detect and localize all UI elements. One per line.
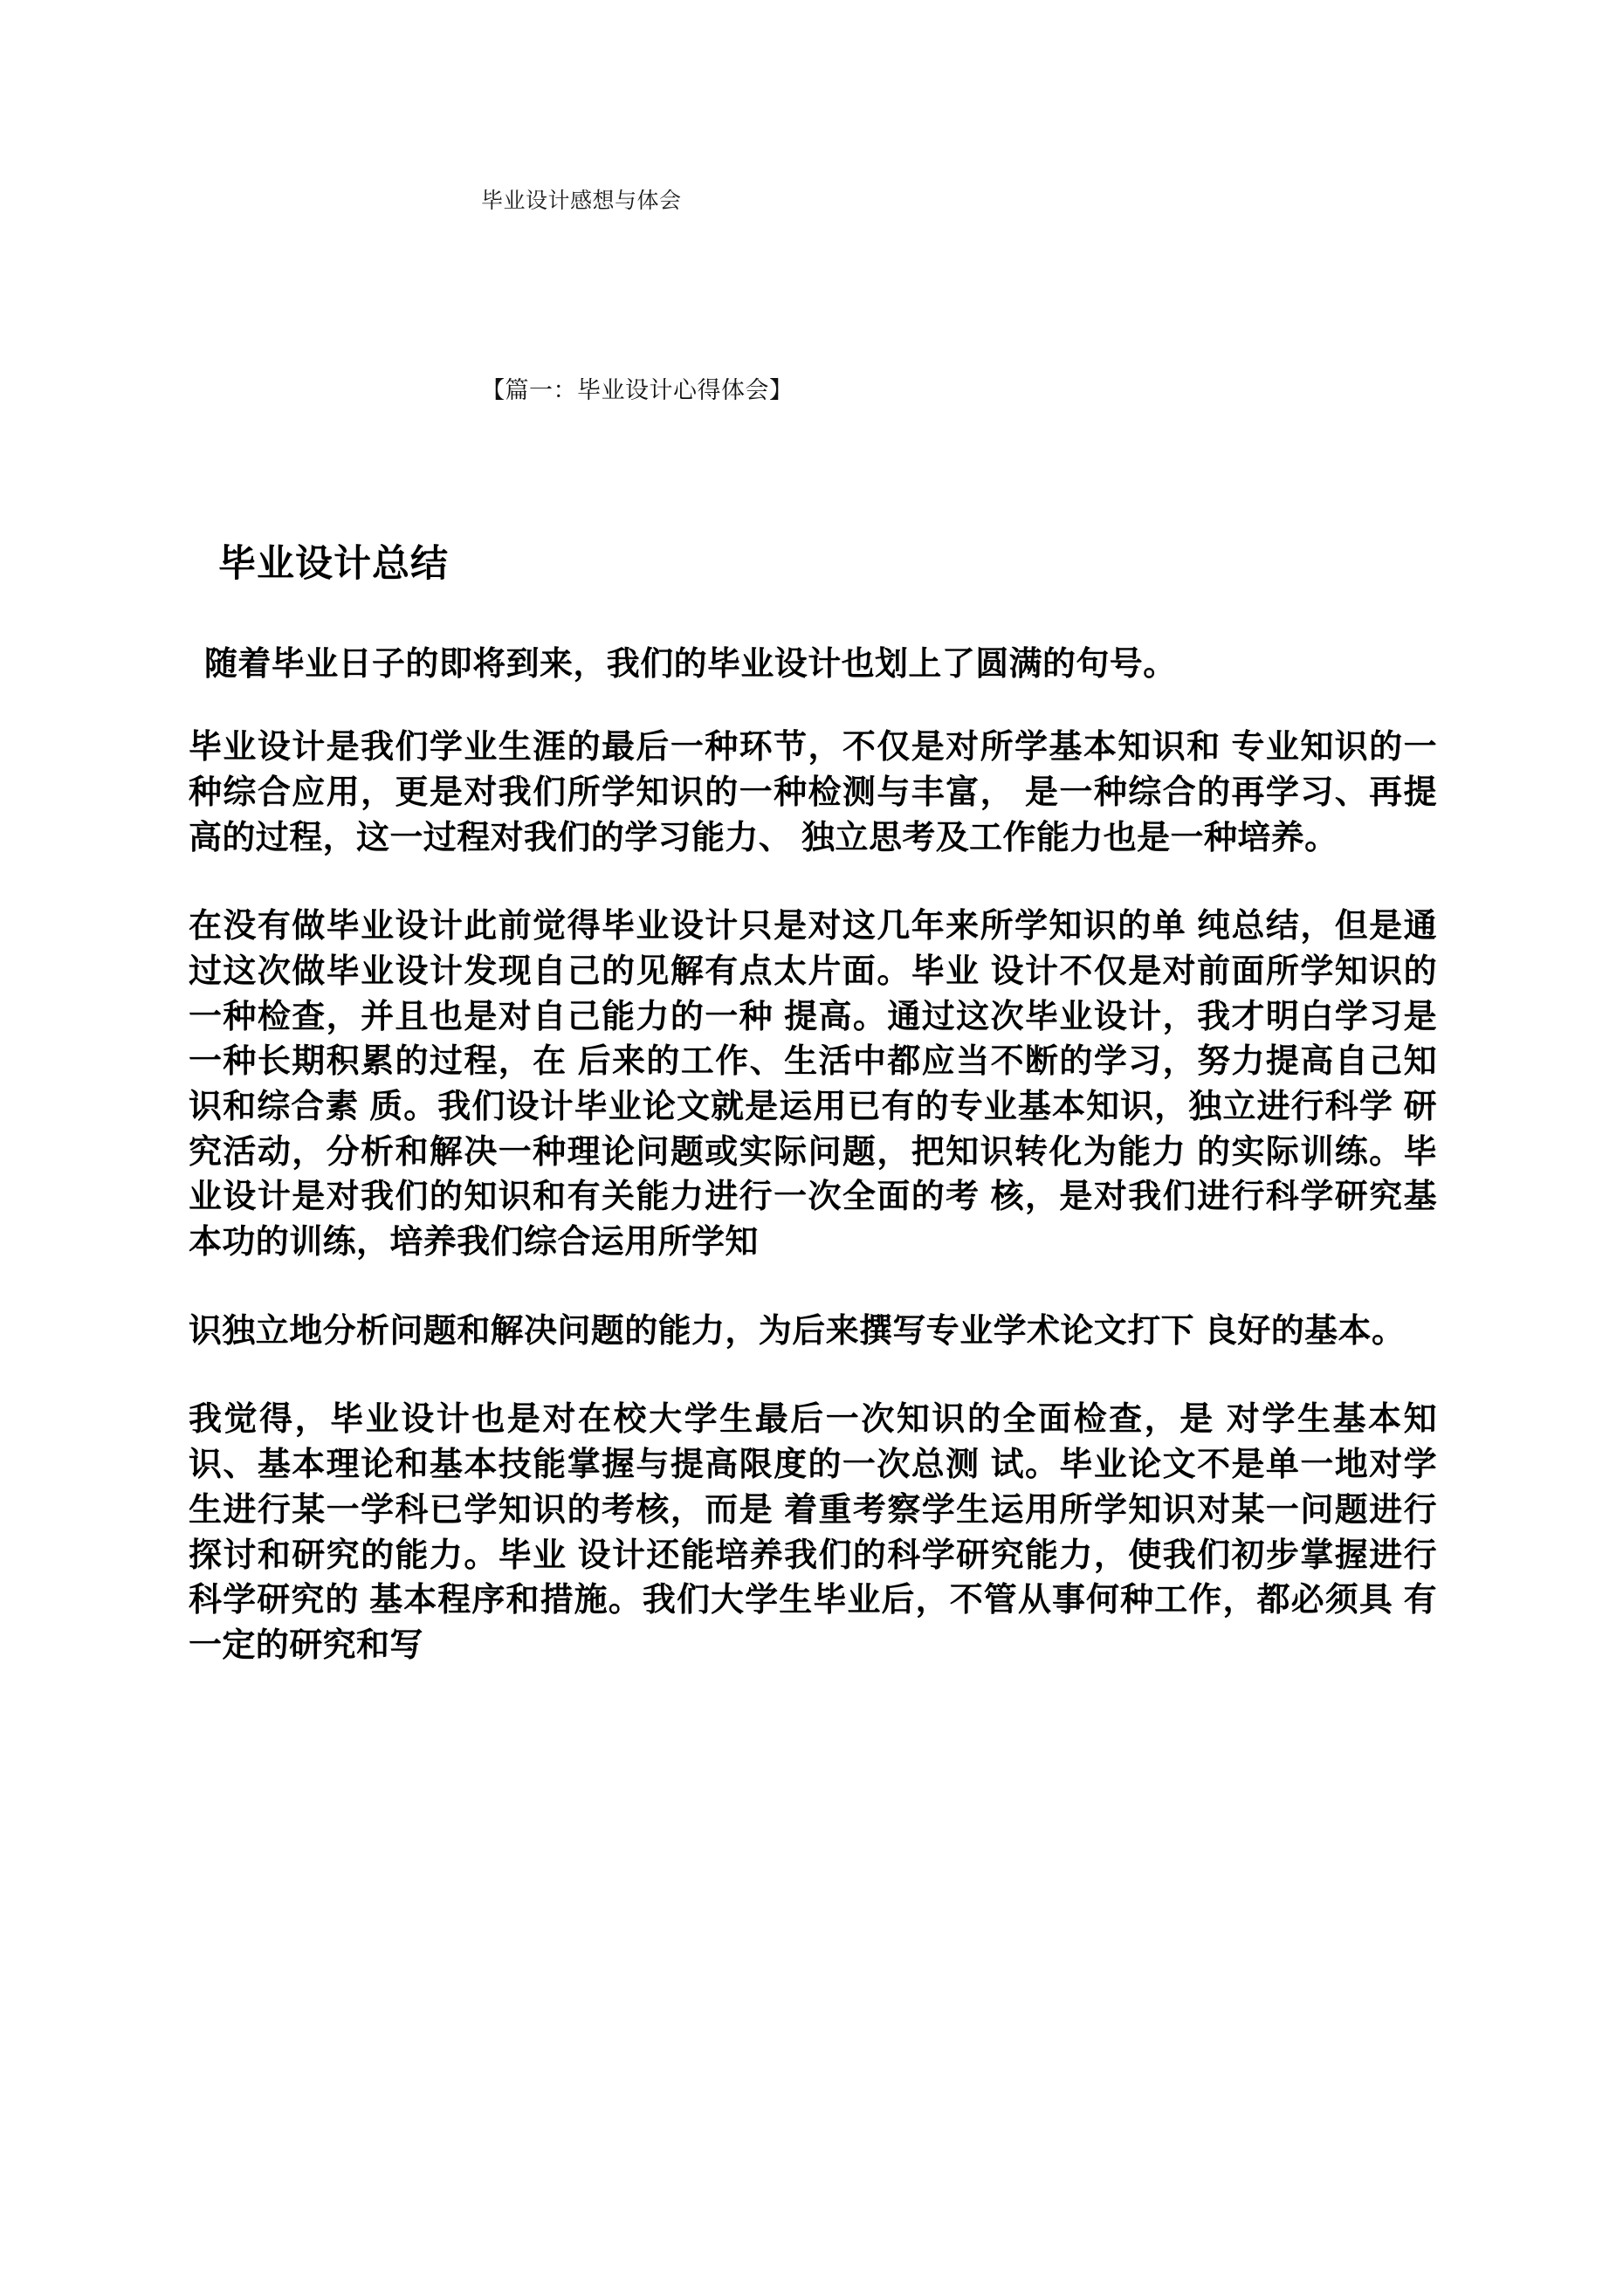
spacer (189, 1266, 1437, 1310)
paragraph-2: 毕业设计是我们学业生涯的最后一种环节，不仅是对所学基本知识和 专业知识的一种综合应用，更是对我们所学知识的一种检测与丰富， 是一种综合的再学习、再提高的过程，这一过程对我们的学习能力、 独立思考及工作能力也是一种培养。 (189, 729, 1437, 856)
running-head: 毕业设计感想与体会 (481, 189, 682, 213)
spacer (189, 687, 1437, 725)
paragraph-5: 我觉得，毕业设计也是对在校大学生最后一次知识的全面检查，是 对学生基本知识、基本理论和基本技能掌握与提高限度的一次总测 试。毕业论文不是单一地对学生进行某一学科已学知识的考核，而是 着重考察学生运用所学知识对某一问题进行探讨和研究的能力。毕业 设计还能培养我们的科学研究能力，使我们初步掌握进行科学研究的 基本程序和措施。我们大学生毕业后，不管从事何种工作，都必须具 有一定的研究和写 (189, 1401, 1437, 1664)
section-marker: 【篇一：毕业设计心得体会】 (481, 377, 794, 403)
spacer (189, 861, 1437, 904)
paragraph-1: 随着毕业日子的即将到来，我们的毕业设计也划上了圆满的句号。 (204, 645, 1177, 683)
page-title: 毕业设计总结 (218, 543, 449, 585)
paragraph-4: 识独立地分析问题和解决问题的能力，为后来撰写专业学术论文打下 良好的基本。 (189, 1312, 1406, 1350)
document-body (189, 541, 1437, 1669)
spacer (189, 588, 1437, 643)
spacer (189, 1354, 1437, 1398)
paragraph-3: 在没有做毕业设计此前觉得毕业设计只是对这几年来所学知识的单 纯总结，但是通过这次做毕业设计发现自己的见解有点太片面。毕业 设计不仅是对前面所学知识的一种检查，并且也是对自己能力的一种 提高。通过这次毕业设计，我才明白学习是一种长期积累的过程，在 后来的工作、生活中都应当不断的学习，努力提高自己知识和综合素 质。我们设计毕业论文就是运用已有的专业基本知识，独立进行科学 研究活动，分析和解决一种理论问题或实际问题，把知识转化为能力 的实际训练。毕业设计是对我们的知识和有关能力进行一次全面的考 核，是对我们进行科学研究基本功的训练，培养我们综合运用所学知 (189, 908, 1437, 1261)
